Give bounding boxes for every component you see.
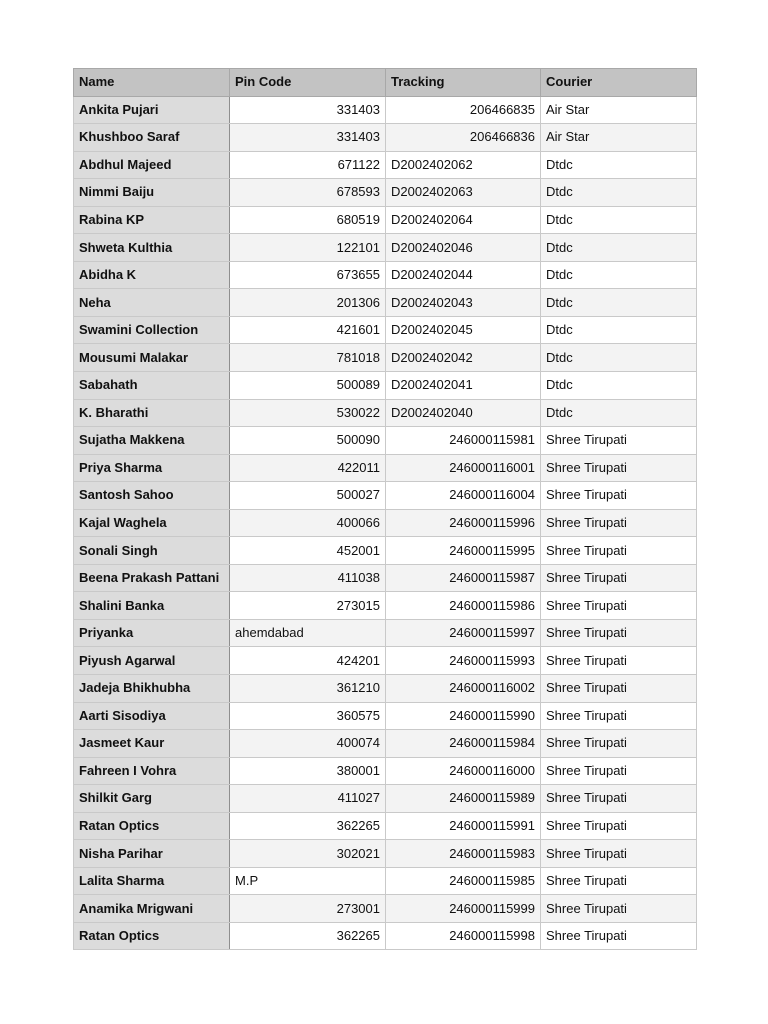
table-row — [74, 867, 697, 895]
table-row — [74, 564, 697, 592]
header-pin-code: Pin Code — [230, 69, 386, 97]
pin-code-cell: 500090 — [230, 427, 386, 455]
tracking-cell: 246000115985 — [386, 867, 541, 895]
courier-cell: Shree Tirupati — [541, 895, 697, 923]
courier-cell: Shree Tirupati — [541, 785, 697, 813]
table-row — [74, 454, 697, 482]
tracking-cell: 246000115986 — [386, 592, 541, 620]
table-row — [74, 482, 697, 510]
courier-cell: Shree Tirupati — [541, 427, 697, 455]
courier-cell: Shree Tirupati — [541, 619, 697, 647]
pin-code-cell: 673655 — [230, 261, 386, 289]
shipment-table-container — [73, 68, 697, 950]
name-cell: K. Bharathi — [74, 399, 230, 427]
pin-code-cell: 424201 — [230, 647, 386, 675]
courier-cell: Dtdc — [541, 344, 697, 372]
header-name: Name — [74, 69, 230, 97]
courier-cell: Shree Tirupati — [541, 812, 697, 840]
pin-code-cell: 361210 — [230, 674, 386, 702]
courier-cell: Shree Tirupati — [541, 702, 697, 730]
name-cell: Neha — [74, 289, 230, 317]
name-cell: Ratan Optics — [74, 812, 230, 840]
courier-cell: Dtdc — [541, 399, 697, 427]
tracking-cell: 246000115983 — [386, 840, 541, 868]
table-row — [74, 427, 697, 455]
table-row — [74, 812, 697, 840]
table-row — [74, 124, 697, 152]
tracking-cell: D2002402062 — [386, 151, 541, 179]
table-row — [74, 151, 697, 179]
courier-cell: Shree Tirupati — [541, 757, 697, 785]
name-cell: Abidha K — [74, 261, 230, 289]
name-cell: Abdhul Majeed — [74, 151, 230, 179]
tracking-cell: 246000115990 — [386, 702, 541, 730]
tracking-cell: 246000115995 — [386, 537, 541, 565]
pin-code-cell: 362265 — [230, 922, 386, 950]
name-cell: Shilkit Garg — [74, 785, 230, 813]
pin-code-cell: M.P — [230, 867, 386, 895]
table-row — [74, 730, 697, 758]
tracking-cell: D2002402041 — [386, 371, 541, 399]
name-cell: Priya Sharma — [74, 454, 230, 482]
table-row — [74, 371, 697, 399]
name-cell: Anamika Mrigwani — [74, 895, 230, 923]
tracking-cell: 246000116001 — [386, 454, 541, 482]
name-cell: Piyush Agarwal — [74, 647, 230, 675]
courier-cell: Dtdc — [541, 371, 697, 399]
table-row — [74, 96, 697, 124]
tracking-cell: 246000115997 — [386, 619, 541, 647]
courier-cell: Dtdc — [541, 289, 697, 317]
name-cell: Shalini Banka — [74, 592, 230, 620]
table-row — [74, 206, 697, 234]
table-row — [74, 702, 697, 730]
courier-cell: Air Star — [541, 124, 697, 152]
name-cell: Swamini Collection — [74, 316, 230, 344]
courier-cell: Dtdc — [541, 234, 697, 262]
table-row — [74, 316, 697, 344]
table-row — [74, 509, 697, 537]
tracking-cell: 246000116004 — [386, 482, 541, 510]
pin-code-cell: 452001 — [230, 537, 386, 565]
pin-code-cell: 671122 — [230, 151, 386, 179]
table-row — [74, 399, 697, 427]
name-cell: Sabahath — [74, 371, 230, 399]
name-cell: Mousumi Malakar — [74, 344, 230, 372]
tracking-cell: D2002402045 — [386, 316, 541, 344]
table-row — [74, 234, 697, 262]
pin-code-cell: 380001 — [230, 757, 386, 785]
pin-code-cell: 201306 — [230, 289, 386, 317]
shipment-table — [73, 68, 697, 950]
pin-code-cell: 331403 — [230, 96, 386, 124]
courier-cell: Dtdc — [541, 206, 697, 234]
tracking-cell: 246000115998 — [386, 922, 541, 950]
pin-code-cell: 500089 — [230, 371, 386, 399]
pin-code-cell: 421601 — [230, 316, 386, 344]
header-row — [74, 69, 697, 97]
table-row — [74, 592, 697, 620]
pin-code-cell: 781018 — [230, 344, 386, 372]
tracking-cell: 246000116000 — [386, 757, 541, 785]
pin-code-cell: 680519 — [230, 206, 386, 234]
name-cell: Sujatha Makkena — [74, 427, 230, 455]
tracking-cell: 246000116002 — [386, 674, 541, 702]
pin-code-cell: 360575 — [230, 702, 386, 730]
courier-cell: Shree Tirupati — [541, 564, 697, 592]
name-cell: Jasmeet Kaur — [74, 730, 230, 758]
name-cell: Lalita Sharma — [74, 867, 230, 895]
table-row — [74, 261, 697, 289]
courier-cell: Shree Tirupati — [541, 840, 697, 868]
name-cell: Priyanka — [74, 619, 230, 647]
table-row — [74, 840, 697, 868]
name-cell: Shweta Kulthia — [74, 234, 230, 262]
name-cell: Rabina KP — [74, 206, 230, 234]
courier-cell: Shree Tirupati — [541, 647, 697, 675]
courier-cell: Dtdc — [541, 179, 697, 207]
tracking-cell: 246000115984 — [386, 730, 541, 758]
pin-code-cell: 273001 — [230, 895, 386, 923]
tracking-cell: D2002402043 — [386, 289, 541, 317]
courier-cell: Shree Tirupati — [541, 730, 697, 758]
courier-cell: Shree Tirupati — [541, 509, 697, 537]
courier-cell: Shree Tirupati — [541, 922, 697, 950]
pin-code-cell: 273015 — [230, 592, 386, 620]
pin-code-cell: 302021 — [230, 840, 386, 868]
name-cell: Kajal Waghela — [74, 509, 230, 537]
name-cell: Beena Prakash Pattani — [74, 564, 230, 592]
tracking-cell: 246000115991 — [386, 812, 541, 840]
tracking-cell: 206466835 — [386, 96, 541, 124]
tracking-cell: 246000115999 — [386, 895, 541, 923]
table-row — [74, 922, 697, 950]
courier-cell: Shree Tirupati — [541, 482, 697, 510]
table-row — [74, 785, 697, 813]
courier-cell: Shree Tirupati — [541, 537, 697, 565]
courier-cell: Shree Tirupati — [541, 592, 697, 620]
table-row — [74, 757, 697, 785]
pin-code-cell: 122101 — [230, 234, 386, 262]
pin-code-cell: 530022 — [230, 399, 386, 427]
name-cell: Aarti Sisodiya — [74, 702, 230, 730]
table-row — [74, 537, 697, 565]
tracking-cell: 246000115993 — [386, 647, 541, 675]
header-courier: Courier — [541, 69, 697, 97]
table-row — [74, 179, 697, 207]
name-cell: Ankita Pujari — [74, 96, 230, 124]
tracking-cell: D2002402064 — [386, 206, 541, 234]
table-row — [74, 674, 697, 702]
pin-code-cell: 400074 — [230, 730, 386, 758]
tracking-cell: D2002402040 — [386, 399, 541, 427]
table-row — [74, 895, 697, 923]
name-cell: Nimmi Baiju — [74, 179, 230, 207]
pin-code-cell: 411038 — [230, 564, 386, 592]
courier-cell: Dtdc — [541, 261, 697, 289]
tracking-cell: D2002402046 — [386, 234, 541, 262]
name-cell: Nisha Parihar — [74, 840, 230, 868]
header-tracking: Tracking — [386, 69, 541, 97]
courier-cell: Dtdc — [541, 151, 697, 179]
tracking-cell: D2002402044 — [386, 261, 541, 289]
tracking-cell: 206466836 — [386, 124, 541, 152]
name-cell: Santosh Sahoo — [74, 482, 230, 510]
tracking-cell: 246000115996 — [386, 509, 541, 537]
pin-code-cell: ahemdabad — [230, 619, 386, 647]
tracking-cell: 246000115987 — [386, 564, 541, 592]
tracking-cell: 246000115981 — [386, 427, 541, 455]
name-cell: Khushboo Saraf — [74, 124, 230, 152]
courier-cell: Shree Tirupati — [541, 867, 697, 895]
name-cell: Fahreen I Vohra — [74, 757, 230, 785]
courier-cell: Shree Tirupati — [541, 674, 697, 702]
table-row — [74, 344, 697, 372]
courier-cell: Air Star — [541, 96, 697, 124]
table-row — [74, 619, 697, 647]
pin-code-cell: 411027 — [230, 785, 386, 813]
tracking-cell: D2002402063 — [386, 179, 541, 207]
courier-cell: Shree Tirupati — [541, 454, 697, 482]
pin-code-cell: 500027 — [230, 482, 386, 510]
pin-code-cell: 331403 — [230, 124, 386, 152]
pin-code-cell: 400066 — [230, 509, 386, 537]
table-row — [74, 647, 697, 675]
name-cell: Ratan Optics — [74, 922, 230, 950]
table-row — [74, 289, 697, 317]
pin-code-cell: 422011 — [230, 454, 386, 482]
name-cell: Jadeja Bhikhubha — [74, 674, 230, 702]
tracking-cell: D2002402042 — [386, 344, 541, 372]
name-cell: Sonali Singh — [74, 537, 230, 565]
courier-cell: Dtdc — [541, 316, 697, 344]
pin-code-cell: 678593 — [230, 179, 386, 207]
pin-code-cell: 362265 — [230, 812, 386, 840]
tracking-cell: 246000115989 — [386, 785, 541, 813]
